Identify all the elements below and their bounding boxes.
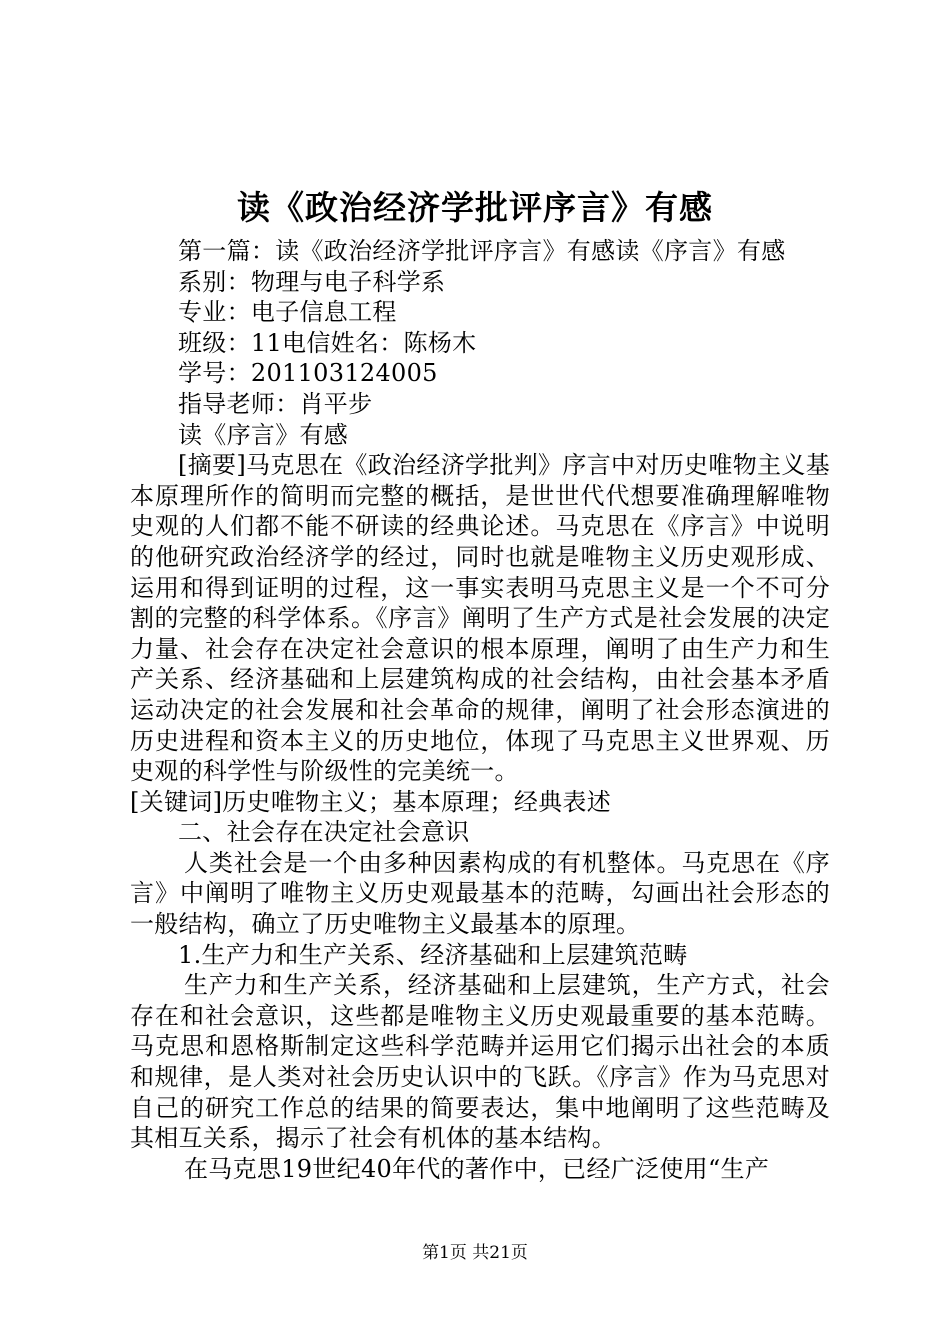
header-line-first-part: 第一篇：读《政治经济学批评序言》有感读《序言》有感 <box>178 237 786 265</box>
page-number-footer: 第1页 共21页 <box>422 1243 528 1263</box>
subtitle-line: 读《序言》有感 <box>178 420 349 449</box>
department-line: 系别：物理与电子科学系 <box>178 267 446 296</box>
advisor-line: 指导老师：肖平步 <box>178 389 373 418</box>
body-paragraph: 人类社会是一个由多种因素构成的有机整体。马克思在《序言》中阐明了唯物主义历史观最基本的范畴，勾画出社会形态的一般结构，确立了历史唯物主义最基本的原理。 <box>130 848 830 939</box>
student-id-line: 学号：201103124005 <box>178 359 438 388</box>
subsection-heading: 1.生产力和生产关系、经济基础和上层建筑范畴 <box>178 940 688 969</box>
major-line: 专业：电子信息工程 <box>178 298 397 327</box>
section-heading: 二、社会存在决定社会意识 <box>178 818 470 847</box>
body-paragraph: 在马克思19世纪40年代的著作中，已经广泛使用“生产 <box>184 1154 770 1183</box>
document-title: 读《政治经济学批评序言》有感 <box>237 188 713 227</box>
abstract-paragraph: [摘要]马克思在《政治经济学批判》序言中对历史唯物主义基本原理所作的简明而完整的概括，是世世代代想要准确理解唯物史观的人们都不能不研读的经典论述。马克思在《序言》中说明的他研究政治经济学的经过，同时也就是唯物主义历史观形成、运用和得到证明的过程，这一事实表明马克思主义是一个不可分割的完整的科学体系。《序言》阐明了生产方式是社会发展的决定力量、社会存在决定社会意识的根本原理，阐明了由生产力和生产关系、经济基础和上层建筑构成的社会结构，由社会基本矛盾运动决定的社会发展和社会革命的规律，阐明了社会形态演进的历史进程和资本主义的历史地位，体现了马克思主义世界观、历史观的科学性与阶级性的完美统一。 <box>130 451 830 786</box>
document-body <box>130 236 830 1184</box>
body-paragraph: 生产力和生产关系，经济基础和上层建筑，生产方式，社会存在和社会意识，这些都是唯物主义历史观最重要的基本范畴。马克思和恩格斯制定这些科学范畴并运用它们揭示出社会的本质和规律，是人类对社会历史认识中的飞跃。《序言》作为马克思对自己的研究工作总的结果的简要表达，集中地阐明了这些范畴及其相互关系，揭示了社会有机体的基本结构。 <box>130 971 830 1153</box>
keywords-line: [关键词]历史唯物主义；基本原理；经典表述 <box>130 787 612 816</box>
class-name-line: 班级：11电信姓名：陈杨木 <box>178 328 477 357</box>
